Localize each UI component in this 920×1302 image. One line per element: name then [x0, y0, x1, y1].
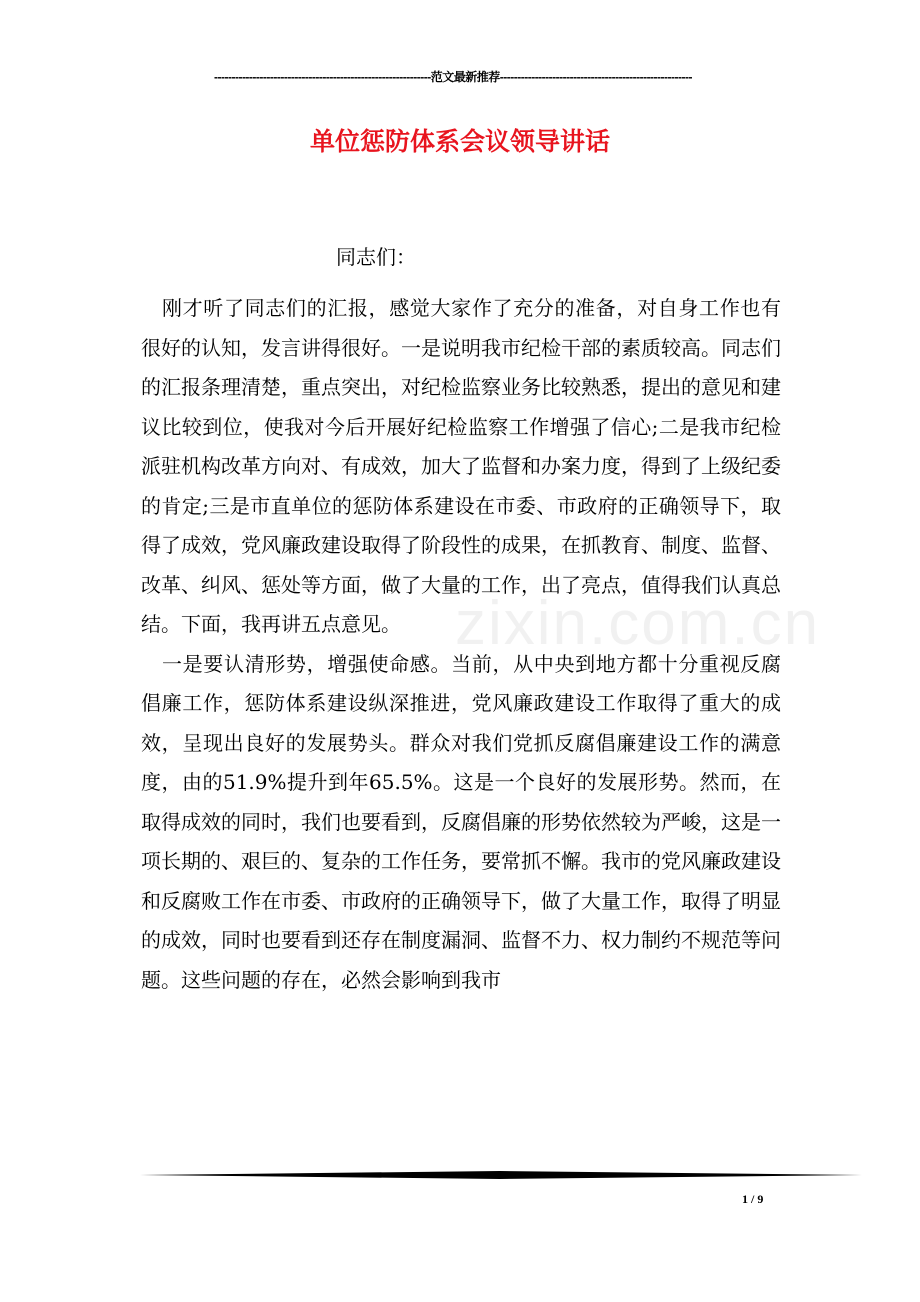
paragraph: 刚才听了同志们的汇报，感觉大家作了充分的准备，对自身工作也有很好的认知，发言讲得很好。一是说明我市纪检干部的素质较高。同志们的汇报条理清楚，重点突出，对纪检监察业务比较熟悉，提出的意见和建议比较到位，使我对今后开展好纪检监察工作增强了信心;二是我市纪检派驻机构改革方向对、有成效，加大了监督和办案力度，得到了上级纪委的肯定;三是市直单位的惩防体系建设在市委、市政府的正确领导下，取得了成效，党风廉政建设取得了阶段性的成果，在抓教育、制度、监督、改革、纠风、惩处等方面，做了大量的工作，出了亮点，值得我们认真总结。下面，我再讲五点意见。	[141, 296, 781, 636]
document-body	[141, 289, 781, 1000]
header-banner: --------------------------------------------------------------范文最新推荐-------------------------------------------------------	[213, 70, 693, 84]
footer-divider	[140, 1170, 862, 1180]
paragraph: 一是要认清形势，增强使命感。当前，从中央到地方都十分重视反腐倡廉工作，惩防体系建设纵深推进，党风廉政建设工作取得了重大的成效，呈现出良好的发展势头。群众对我们党抓反腐倡廉建设工作的满意度，由的51.9%提升到年65.5%。这是一个良好的发展形势。然而，在取得成效的同时，我们也要看到，反腐倡廉的形势依然较为严峻，这是一项长期的、艰巨的、复杂的工作任务，要常抓不懈。我市的党风廉政建设和反腐败工作在市委、市政府的正确领导下，做了大量工作，取得了明显的成效，同时也要看到还存在制度漏洞、监督不力、权力制约不规范等问题。这些问题的存在，必然会影响到我市	[141, 651, 781, 992]
salutation: 同志们：	[336, 245, 416, 269]
watermark: zixin.com.cn	[455, 589, 821, 658]
document-title: 单位惩防体系会议领导讲话	[309, 127, 610, 156]
page-number: 1 / 9	[742, 1192, 764, 1206]
